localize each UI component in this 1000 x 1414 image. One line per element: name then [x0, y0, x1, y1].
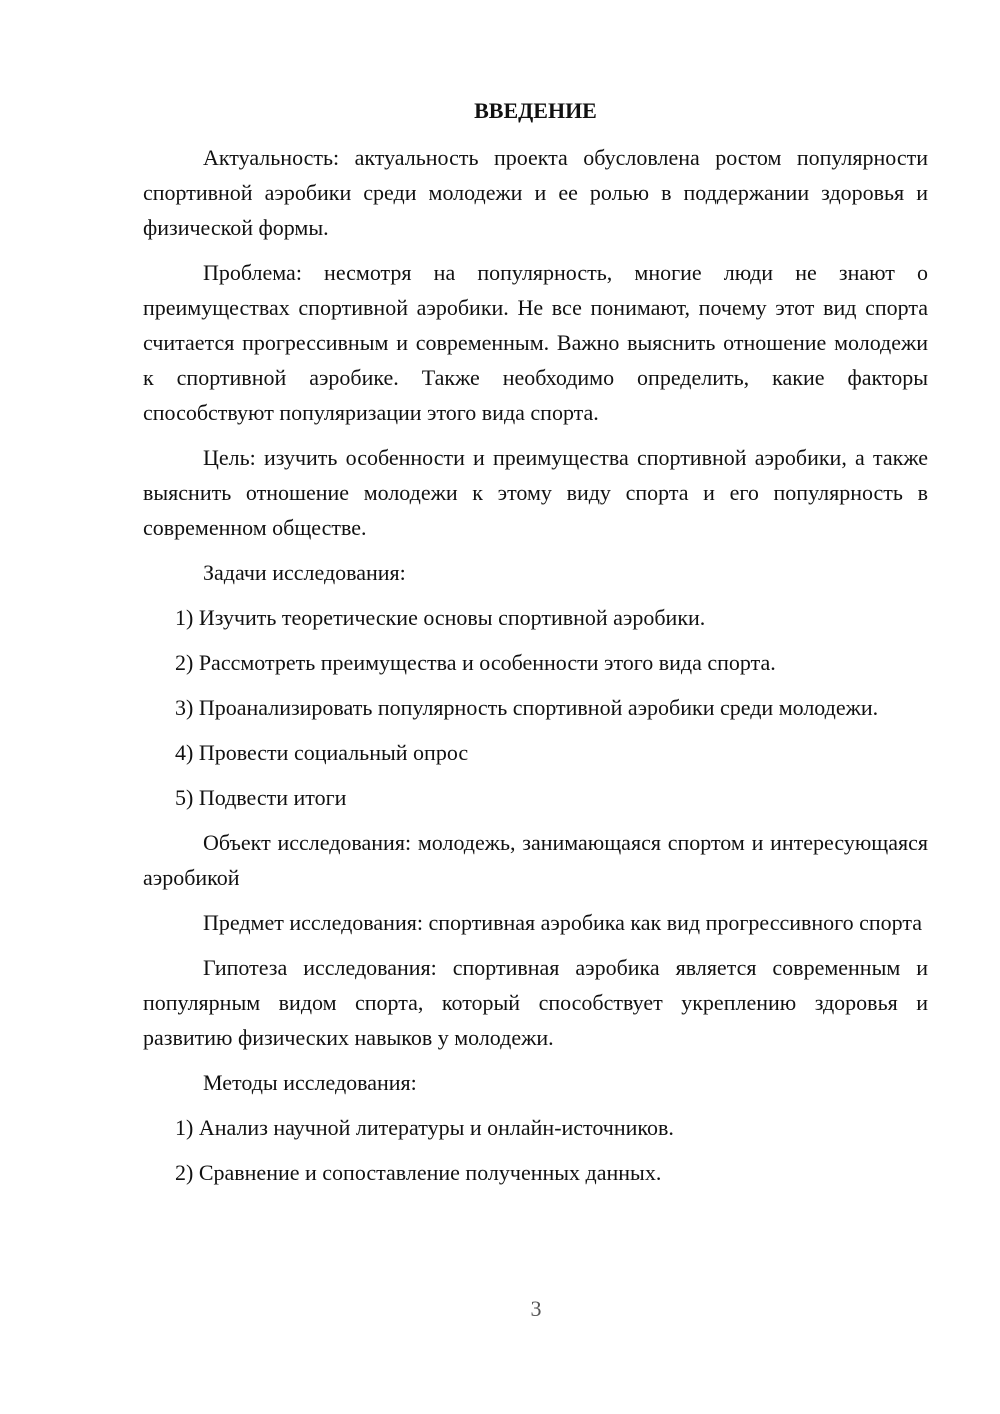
paragraph-subject: Предмет исследования: спортивная аэробика как вид прогрессивного спорта	[203, 910, 923, 935]
paragraph-problem: Проблема: несмотря на популярность, многие люди не знают о преимуществах спортивной аэробики. Не все понимают, почему этот вид спорта считается прогрессивным и современным. Важно выяснить отношение молодежи к спортивной аэробике. Также необходимо определить, какие факторы способствуют популяризации этого вида спорта.	[143, 260, 928, 425]
paragraph-relevance: Актуальность: актуальность проекта обусловлена ростом популярности спортивной аэробики среди молодежи и ее ролью в поддержании здоровья и физической формы.	[143, 145, 928, 240]
tasks-heading: Задачи исследования:	[203, 560, 406, 585]
page-title: ВВЕДЕНИЕ	[474, 98, 597, 123]
method-item-1: 1) Анализ научной литературы и онлайн-источников.	[175, 1115, 674, 1140]
task-item-2: 2) Рассмотреть преимущества и особенности этого вида спорта.	[175, 650, 776, 675]
task-item-4: 4) Провести социальный опрос	[175, 740, 469, 765]
methods-heading: Методы исследования:	[203, 1070, 417, 1095]
task-item-1: 1) Изучить теоретические основы спортивной аэробики.	[175, 605, 706, 630]
page-content	[143, 96, 928, 1200]
paragraph-hypothesis: Гипотеза исследования: спортивная аэробика является современным и популярным видом спорта, который способствует укреплению здоровья и развитию физических навыков у молодежи.	[143, 955, 928, 1050]
paragraph-goal: Цель: изучить особенности и преимущества спортивной аэробики, а также выяснить отношение молодежи к этому виду спорта и его популярность в современном обществе.	[143, 445, 928, 540]
paragraph-object: Объект исследования: молодежь, занимающаяся спортом и интересующаяся аэробикой	[143, 830, 928, 890]
task-item-5: 5) Подвести итоги	[175, 785, 347, 810]
page-number: 3	[530, 1296, 542, 1321]
method-item-2: 2) Сравнение и сопоставление полученных данных.	[175, 1160, 662, 1185]
task-item-3: 3) Проанализировать популярность спортивной аэробики среди молодежи.	[175, 695, 879, 720]
